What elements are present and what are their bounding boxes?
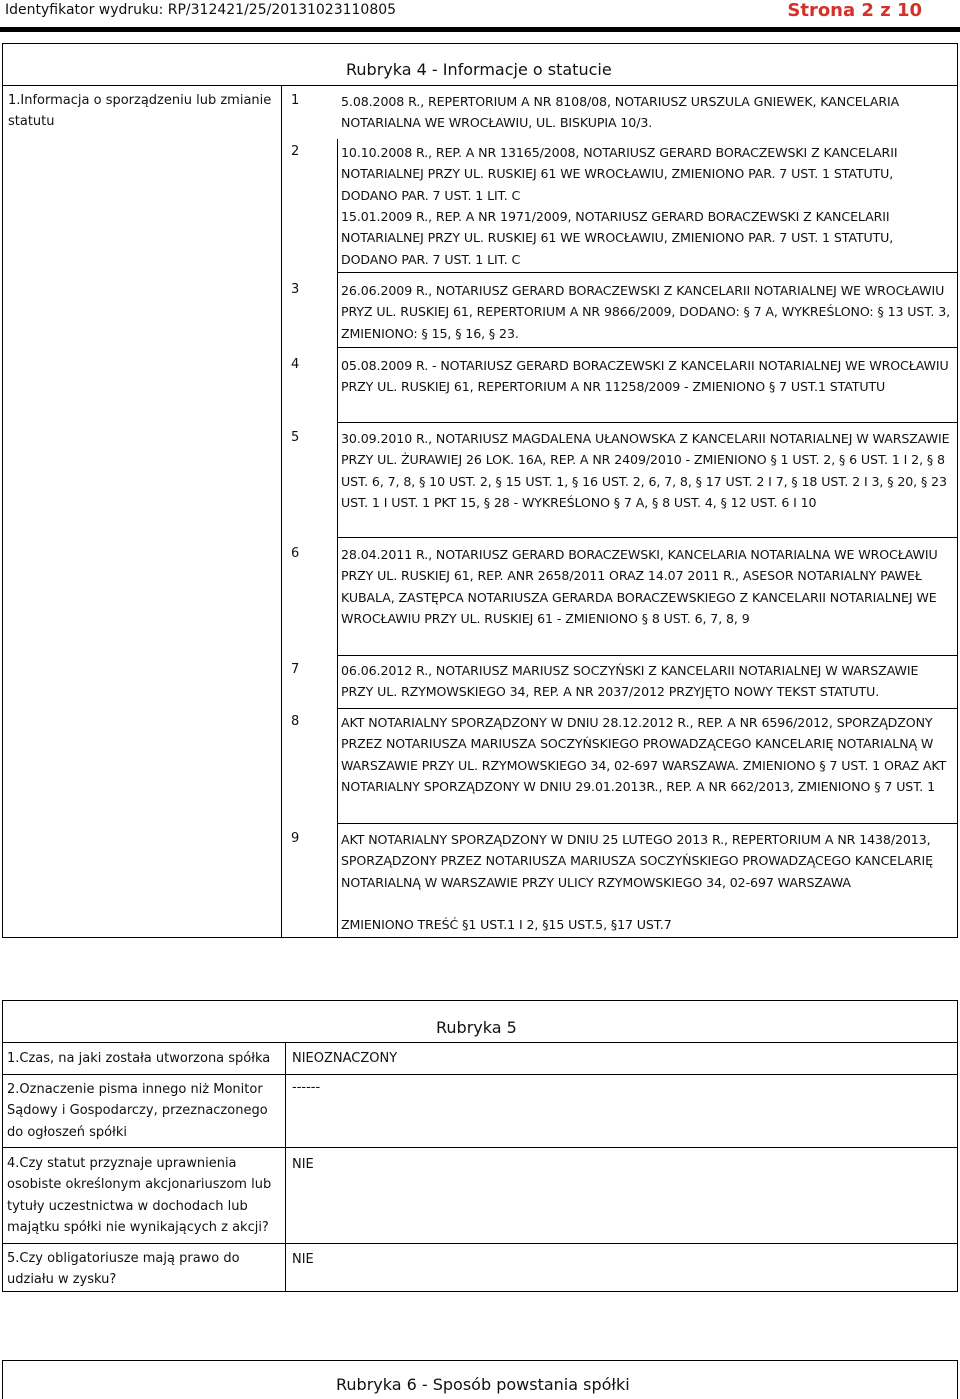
divider (337, 347, 958, 348)
entry-number: 1 (291, 93, 300, 108)
print-identifier: Identyfikator wydruku: RP/312421/25/20131023110805 (5, 2, 397, 18)
answer: NIE (292, 1157, 314, 1172)
answer: NIEOZNACZONY (292, 1051, 398, 1066)
divider (2, 1074, 958, 1075)
entry-text: AKT NOTARIALNY SPORZĄDZONY W DNIU 28.12.2012 R., REP. A NR 6596/2012, SPORZĄDZONY PRZEZ NOTARIUSZA MARIUSZA SOCZYŃSKIEGO PROWADZĄCEGO KANCELARIĘ NOTARIALNĄ W WARSZAWIE PRZY UL. RZYMOWSKIEGO 34, 02-697 WARSZAWA. ZMIENIONO § 7 UST. 1 ORAZ AKT NOTARIALNY SPORZĄDZONY W DNIU 29.01.2013R., REP. A NR 662/2013, ZMIENIONO § 7 UST. 1 (341, 715, 947, 794)
divider (285, 1042, 286, 1292)
entry-text: 5.08.2008 R., REPERTORIUM A NR 8108/08, NOTARIUSZ URSZULA GNIEWEK, KANCELARIA NOTARIALNA WE WROCŁAWIU, UL. BISKUPIA 10/3. (341, 94, 900, 131)
divider (2, 1243, 958, 1244)
entry-text: 28.04.2011 R., NOTARIUSZ GERARD BORACZEWSKI, KANCELARIA NOTARIALNA WE WROCŁAWIU PRZY UL. RUSKIEJ 61, REP. ANR 2658/2011 ORAZ 14.07 2011 R., ASESOR NOTARIALNY PAWEŁ KUBALA, ZASTĘPCA NOTARIUSZA GERARDA BORACZEWSKIEGO Z KANCELARII NOTARIALNEJ WE WROCŁAWIU PRZY UL. RUSKIEJ 61 - ZMIENIONO § 8 UST. 6, 7, 8, 9 (341, 547, 938, 626)
divider (337, 139, 338, 938)
entry-number: 4 (291, 357, 300, 372)
divider (337, 422, 958, 423)
entry-number: 9 (291, 831, 300, 846)
entry-text: 15.01.2009 R., REP. A NR 1971/2009, NOTARIUSZ GERARD BORACZEWSKI Z KANCELARII NOTARIALNEJ PRZY UL. RUSKIEJ 61 WE WROCŁAWIU, ZMIENIONO PAR. 7 UST. 1 STATUTU, DODANO PAR. 7 UST. 1 LIT. C (341, 209, 894, 267)
entry-number: 2 (291, 144, 300, 159)
entry-number: 8 (291, 714, 300, 729)
question: 4.Czy statut przyznaje uprawnienia osobiste określonym akcjonariuszom lub tytuły uczestnictwa w dochodach lub majątku spółki nie wynikających z akcji? (7, 1156, 272, 1235)
entry-text: ZMIENIONO TREŚĆ §1 UST.1 I 2, §15 UST.5, §17 UST.7 (341, 917, 672, 932)
answer: ------ (292, 1080, 321, 1095)
entry-number: 5 (291, 430, 300, 445)
rubryka-5-title: Rubryka 5 (436, 1018, 517, 1037)
entry-text: 30.09.2010 R., NOTARIUSZ MAGDALENA UŁANOWSKA Z KANCELARII NOTARIALNEJ W WARSZAWIE PRZY UL. ŻURAWIEJ 26 LOK. 16A, REP. A NR 2409/2010 - ZMIENIONO § 1 UST. 2, § 6 UST. 1 I 2, § 8 UST. 6, 7, 8, § 10 UST. 2, § 15 UST. 1, § 16 UST. 2, 6, 7, 8, § 17 UST. 2 I 7, § 18 UST. 2 I 3, § 20, § 23 UST. 1 I UST. 1 PKT 15, § 28 - WYKREŚLONO § 7 A, § 8 UST. 4, § 12 UST. 6 I 10 (341, 431, 950, 510)
entry-number: 7 (291, 662, 300, 677)
statute-info-label: 1.Informacja o sporządzeniu lub zmianie statutu (8, 93, 272, 129)
rubryka-6-title: Rubryka 6 - Sposób powstania spółki (336, 1375, 630, 1394)
header-rule (0, 27, 960, 32)
divider (2, 85, 958, 86)
question: 1.Czas, na jaki została utworzona spółka (7, 1051, 271, 1066)
entry-number: 3 (291, 282, 300, 297)
divider (337, 272, 958, 273)
entry-text: 10.10.2008 R., REP. A NR 13165/2008, NOTARIUSZ GERARD BORACZEWSKI Z KANCELARII NOTARIALNEJ PRZY UL. RUSKIEJ 61 WE WROCŁAWIU, ZMIENIONO PAR. 7 UST. 1 STATUTU, DODANO PAR. 7 UST. 1 LIT. C (341, 145, 898, 203)
entry-text: 26.06.2009 R., NOTARIUSZ GERARD BORACZEWSKI Z KANCELARII NOTARIALNEJ WE WROCŁAWIU PRYZ UL. RUSKIEJ 61, REPERTORIUM A NR 9866/2009, DODANO: § 7 A, WYKREŚLONO: § 13 UST. 3, ZMIENIONO: § 15, § 16, § 23. (341, 283, 951, 341)
divider (281, 85, 282, 938)
entry-text: 06.06.2012 R., NOTARIUSZ MARIUSZ SOCZYŃSKI Z KANCELARII NOTARIALNEJ W WARSZAWIE PRZY UL. RZYMOWSKIEGO 34, REP. A NR 2037/2012 PRZYJĘTO NOWY TEKST STATUTU. (341, 663, 919, 700)
divider (337, 708, 958, 709)
answer: NIE (292, 1252, 314, 1267)
divider (337, 537, 958, 538)
divider (337, 655, 958, 656)
question: 5.Czy obligatoriusze mają prawo do udziału w zysku? (7, 1251, 240, 1288)
entry-text: AKT NOTARIALNY SPORZĄDZONY W DNIU 25 LUTEGO 2013 R., REPERTORIUM A NR 1438/2013, SPORZĄDZONY PRZEZ NOTARIUSZA MARIUSZA SOCZYŃSKIEGO PROWADZĄCEGO KANCELARIĘ NOTARIALNĄ W WARSZAWIE PRZY ULICY RZYMOWSKIEGO 34, 02-697 WARSZAWA (341, 832, 933, 890)
divider (337, 823, 958, 824)
divider (2, 1147, 958, 1148)
entry-text: 05.08.2009 R. - NOTARIUSZ GERARD BORACZEWSKI Z KANCELARII NOTARIALNEJ WE WROCŁAWIU PRZY UL. RUSKIEJ 61, REPERTORIUM A NR 11258/2009 - ZMIENIONO § 7 UST.1 STATUTU (341, 358, 949, 395)
divider (2, 1042, 958, 1043)
page-number: Strona 2 z 10 (787, 0, 922, 21)
entry-number: 6 (291, 546, 300, 561)
question: 2.Oznaczenie pisma innego niż Monitor Sądowy i Gospodarczy, przeznaczonego do ogłoszeń spółki (7, 1082, 268, 1140)
rubryka-4-title: Rubryka 4 - Informacje o statucie (346, 60, 612, 79)
